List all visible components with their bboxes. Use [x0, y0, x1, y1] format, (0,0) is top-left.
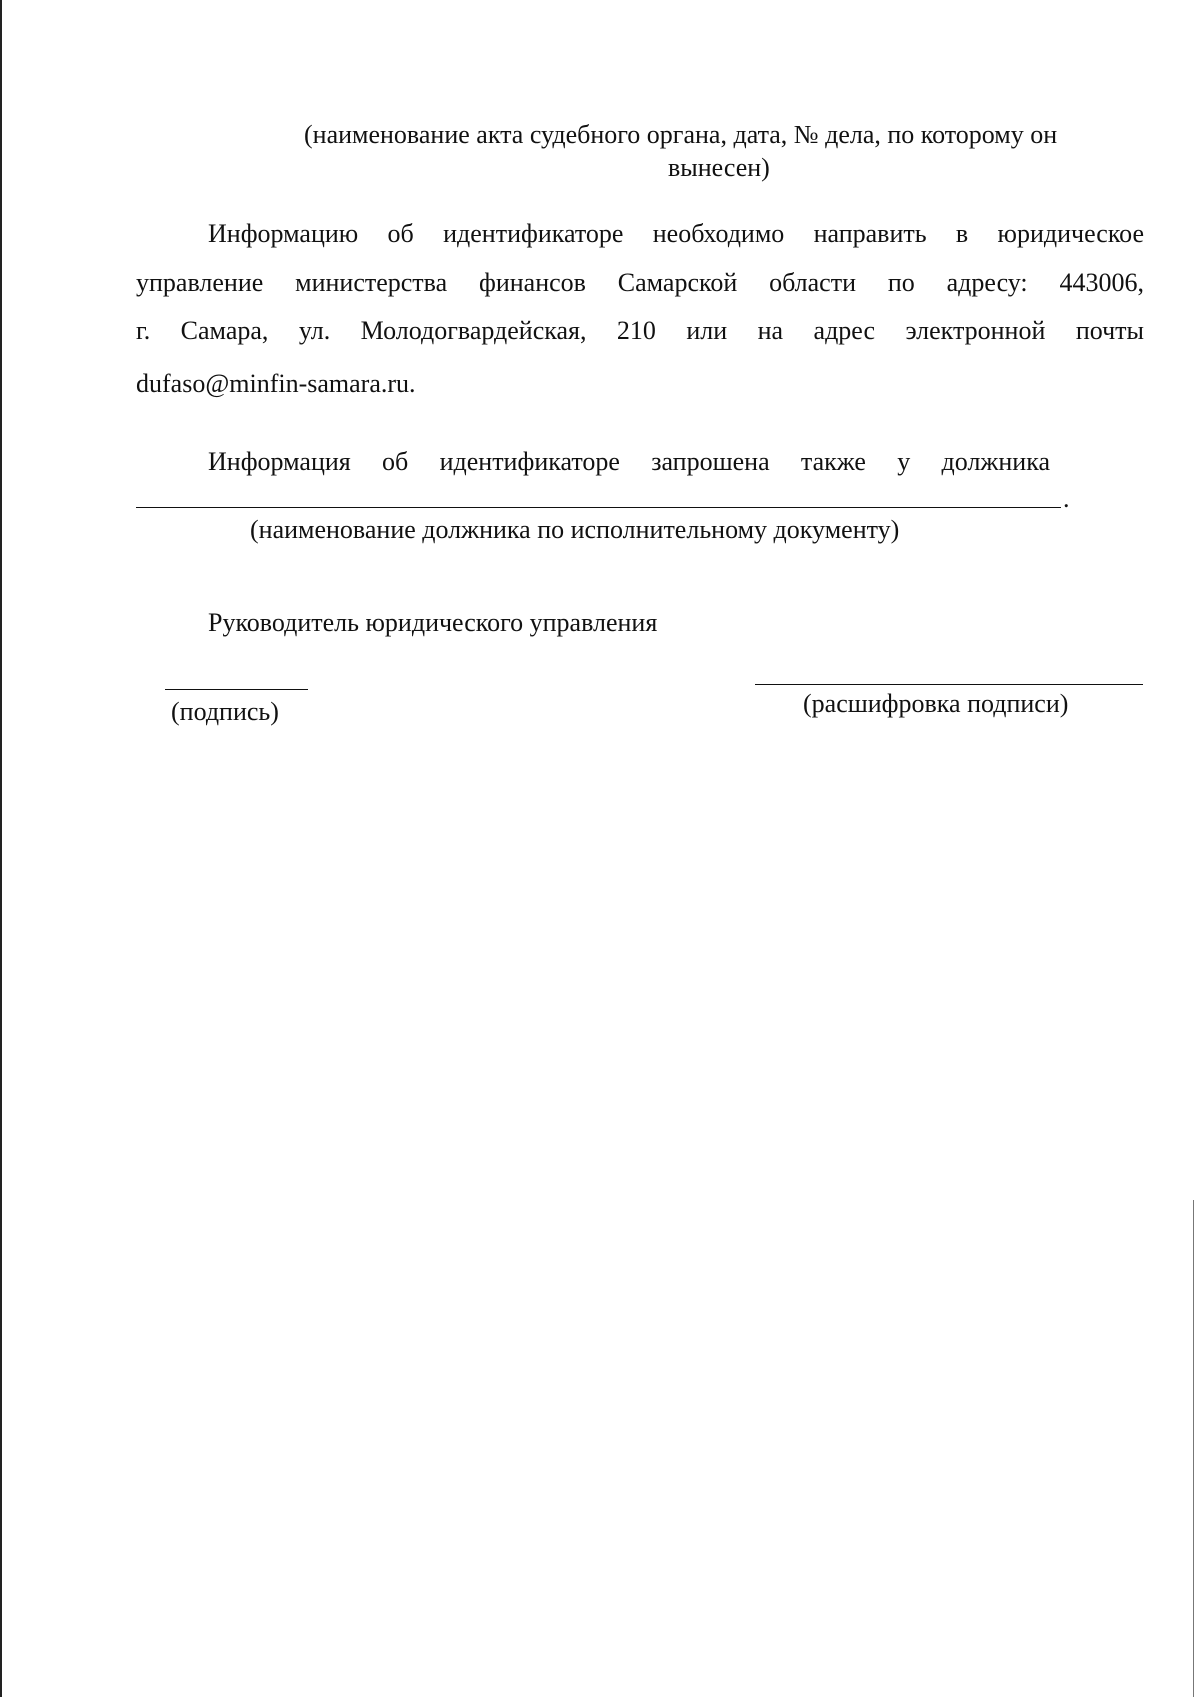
page-left-edge	[0, 0, 2, 1697]
court-act-caption-line-1: (наименование акта судебного органа, дата, № дела, по которому он	[304, 120, 1058, 149]
debtor-line-end-mark: .	[1063, 484, 1070, 513]
signature-decoding-caption: (расшифровка подписи)	[803, 689, 1069, 718]
debtor-name-caption: (наименование должника по исполнительному документу)	[250, 515, 900, 544]
debtor-paragraph-line-1: Информация об идентификаторе запрошена также у должника	[208, 447, 1050, 476]
info-paragraph-line-1: Информацию об идентификаторе необходимо направить в юридическое	[208, 219, 1144, 248]
info-paragraph-line-4: dufaso@minfin-samara.ru.	[136, 369, 416, 398]
signature-decoding-blank-line	[755, 684, 1143, 685]
signature-blank-line	[165, 689, 308, 690]
info-paragraph-line-3: г. Самара, ул. Молодогвардейская, 210 или на адрес электронной почты	[136, 316, 1144, 345]
signature-caption: (подпись)	[171, 697, 279, 726]
court-act-caption-line-2: вынесен)	[668, 153, 770, 182]
debtor-name-blank-line	[136, 507, 1061, 508]
position-title: Руководитель юридического управления	[208, 608, 658, 637]
info-paragraph-line-2: управление министерства финансов Самарской области по адресу: 443006,	[136, 268, 1144, 297]
page-right-edge	[1193, 1200, 1194, 1697]
